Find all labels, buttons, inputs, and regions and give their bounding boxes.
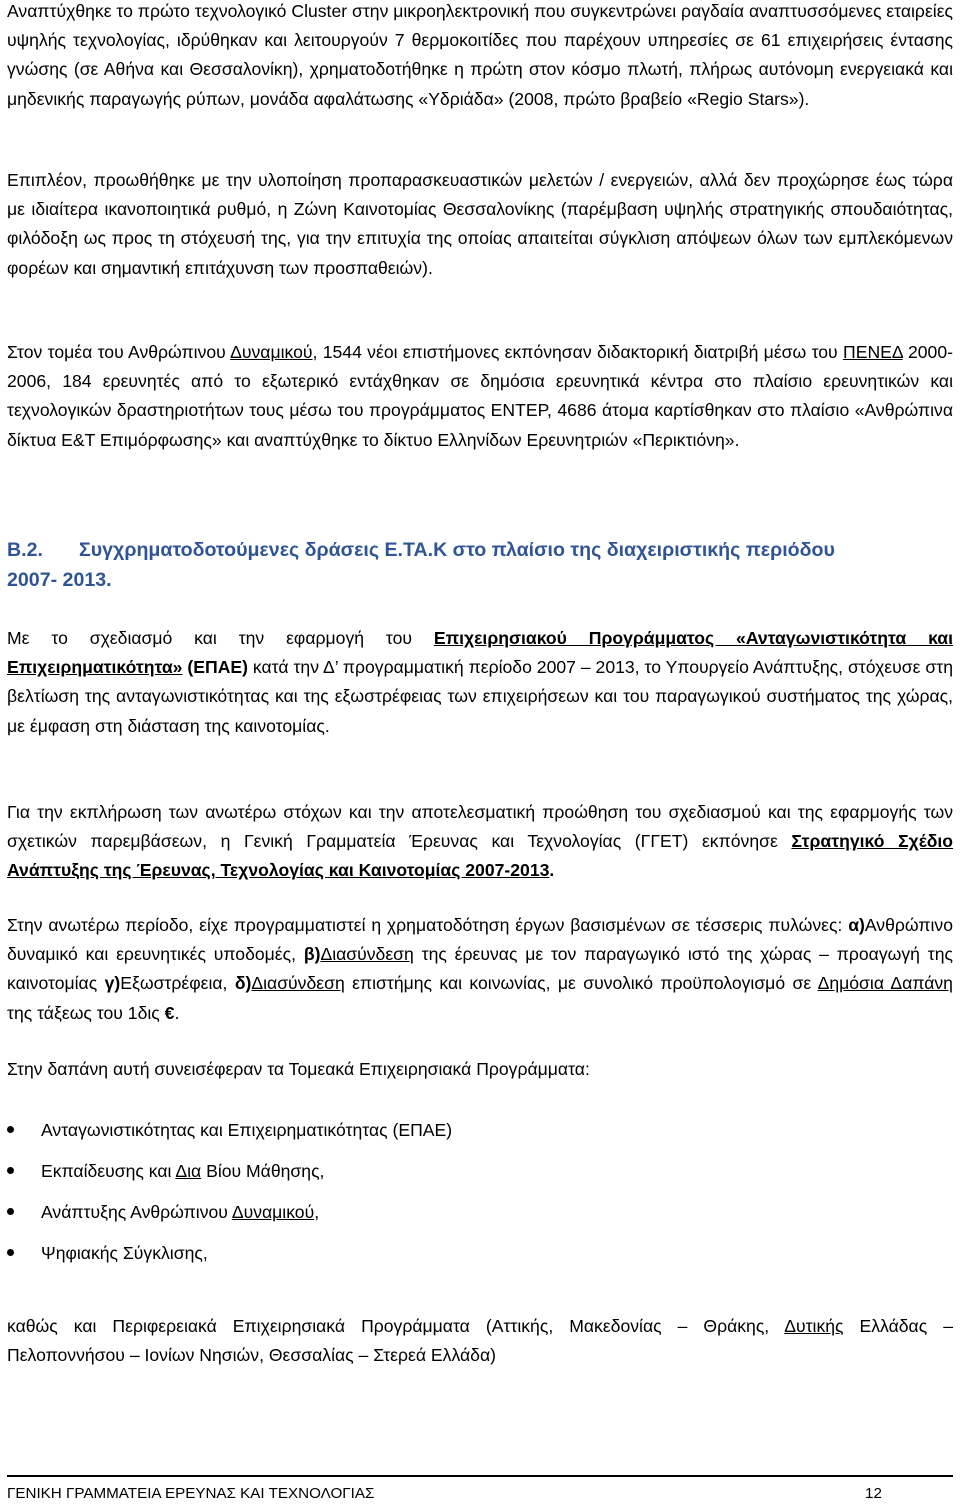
- p3-text-middle: , 1544 νέοι επιστήμονες εκπόνησαν διδακτορική διατριβή μέσω του: [312, 342, 843, 362]
- footer-page-number: 12: [865, 1485, 882, 1502]
- p5-text-before: Για την εκπλήρωση των ανωτέρω στόχων και την αποτελεσματική προώθηση του σχεδιασμού και της εφαρμογής των σχετικών παρεμβάσεων, η Γενική Γραμματεία Έρευνας και Τεχνολογίας (ΓΓΕΤ) εκπόνησε: [7, 802, 953, 852]
- p5-text-after: .: [549, 860, 555, 881]
- programs-list: [7, 1114, 953, 1278]
- p4-text-before: Με το σχεδιασμό και την εφαρμογή του: [7, 628, 434, 648]
- section-number: Β.2.: [7, 539, 43, 561]
- bullet-icon: [7, 1167, 14, 1174]
- paragraph-cluster: Αναπτύχθηκε το πρώτο τεχνολογικό Cluster στην μικροηλεκτρονική που συγκεντρώνει ραγδαία αναπτυσσόμενες εταιρείες υψηλής τεχνολογίας, ιδρύθηκαν και λειτουργούν 7 θερμοκοιτίδες που παρέχουν υπηρεσίες σε 61 επιχειρήσεις έντασης γνώσης (σε Αθήνα και Θεσσαλονίκη), χρηματοδοτήθηκε η πρώτη στον κόσμο πλωτή, πλήρως αυτόνομη ενεργειακά και μηδενικής παραγωγής ρύπων, μονάδα αφαλάτωσης «Υδριάδα» (2008, πρώτο βραβείο «Regio Stars»).: [7, 1, 954, 109]
- list-item-text: Εκπαίδευσης και Δια Βίου Μάθησης,: [41, 1161, 325, 1181]
- bullet-icon: [7, 1249, 14, 1256]
- bullet-icon: [7, 1208, 14, 1215]
- list-item: [7, 1237, 953, 1278]
- footer-divider: [7, 1475, 953, 1477]
- p3-text-after: 2000-2006, 184 ερευνητές από το εξωτερικό εντάχθηκαν σε δημόσια ερευνητικά κέντρα στο πλαίσιο ερευνητικών και τεχνολογικών δραστηριοτήτων τους μέσω του προγράμματος ΕΝΤΕΡ, 4686 άτομα καρτίσθηκαν στο πλαίσιο «Ανθρώπινα δίκτυα Ε&Τ Επιμόρφωσης» και αναπτύχθηκε το δίκτυο Ελληνίδων Ερευνητριών «Περικτιόνη».: [7, 342, 953, 450]
- p6-marker-d: δ): [234, 973, 252, 994]
- p6-s5: επιστήμης και κοινωνίας, με συνολικό προϋπολογισμό σε: [344, 973, 818, 994]
- p6-s3u: Διασύνδεση: [320, 944, 414, 965]
- paragraph-pillars: [7, 911, 953, 1028]
- paragraph-epae: [7, 624, 953, 741]
- p6-s5u: Διασύνδεση: [251, 973, 345, 994]
- p8-s2: Ελλάδας – Πελοποννήσου – Ιονίων Νησιών, Θεσσαλίας – Στερεά Ελλάδα): [7, 1316, 953, 1366]
- p4-program-abbr: (ΕΠΑΕ): [182, 657, 248, 678]
- list-item-text: Ανάπτυξης Ανθρώπινου Δυναμικού,: [41, 1202, 320, 1222]
- p6-s4: Εξωστρέφεια,: [120, 973, 235, 994]
- paragraph-innovation-zone: Επιπλέον, προωθήθηκε με την υλοποίηση προπαρασκευαστικών μελετών / ενεργειών, αλλά δεν προχώρησε έως τώρα με ιδιαίτερα ικανοποιητικά ρυθμό, η Ζώνη Καινοτομίας Θεσσαλονίκης (παρέμβαση υψηλής στρατηγικής σπουδαιότητας, φιλόδοξη ως προς τη στόχευσή της, για την επιτυχία της οποίας απαιτείται σύγκλιση απόψεων όλων των εμπλεκόμενων φορέων και σημαντική επιτάχυνση των προσπαθειών).: [7, 170, 953, 278]
- p6-s2: Ανθρώπινο δυναμικό και ερευνητικές υποδομές,: [7, 915, 953, 965]
- p6-euro: €: [164, 1002, 175, 1023]
- paragraph-human-resources: [7, 338, 953, 455]
- list-item: [7, 1155, 953, 1196]
- p3-underlined-dynamikou: Δυναμικού: [230, 342, 313, 362]
- p6-marker-c: γ): [104, 973, 121, 994]
- list-item-text: Ψηφιακής Σύγκλισης,: [41, 1243, 208, 1263]
- list-item-underlined: Δυναμικού: [231, 1202, 315, 1222]
- p3-underlined-pened: ΠΕΝΕΔ: [843, 342, 903, 362]
- p4-text-after: κατά την Δ’ προγραμματική περίοδο 2007 – 2013, το Υπουργείο Ανάπτυξης, στόχευσε στη βελτίωση της ανταγωνιστικότητας και της εξωστρέφειας των επιχειρήσεων και του παραγωγικού συστήματος της χώρας, με έμφαση στη διάσταση της καινοτομίας.: [7, 657, 953, 736]
- p6-s6u: Δημόσια Δαπάνη: [817, 973, 953, 994]
- p6-marker-a: α): [848, 915, 865, 935]
- section-title-end: 2007- 2013.: [7, 568, 112, 591]
- p5-strategic-plan-title: Στρατηγικό Σχέδιο Ανάπτυξης της Έρευνας, Τεχνολογίας και Καινοτομίας 2007-2013: [7, 831, 953, 881]
- list-item: [7, 1196, 953, 1237]
- footer-organization: ΓΕΝΙΚΗ ΓΡΑΜΜΑΤΕΙΑ ΕΡΕΥΝΑΣ ΚΑΙ ΤΕΧΝΟΛΟΓΙΑΣ: [7, 1485, 375, 1502]
- paragraph-programs-intro: Στην δαπάνη αυτή συνεισέφεραν τα Τομεακά Επιχειρησιακά Προγράμματα:: [7, 1059, 590, 1079]
- p6-s3: της έρευνας με τον παραγωγικό ιστό της χώρας – προαγωγή της καινοτομίας: [7, 944, 953, 994]
- paragraph-strategic-plan: [7, 798, 953, 886]
- p6-s6: της τάξεως του 1δις: [7, 1002, 165, 1023]
- section-title: Συγχρηματοδοτούμενες δράσεις Ε.ΤΑ.Κ στο πλαίσιο της διαχειριστικής περιόδου: [79, 539, 835, 561]
- p8-s1: καθώς και Περιφερειακά Επιχειρησιακά Προγράμματα (Αττικής, Μακεδονίας – Θράκης,: [7, 1316, 785, 1336]
- p6-marker-b: β): [303, 944, 321, 965]
- bullet-icon: [7, 1126, 14, 1133]
- p6-s1: Στην ανωτέρω περίοδο, είχε προγραμματιστεί η χρηματοδότηση έργων βασισμένων σε τέσσερις πυλώνες:: [7, 915, 849, 935]
- paragraph-regional-programs: [7, 1312, 953, 1370]
- list-item: [7, 1114, 953, 1155]
- p6-end: .: [174, 1002, 180, 1023]
- p3-text-before: Στον τομέα του Ανθρώπινου: [7, 342, 231, 362]
- p4-program-name: Επιχειρησιακού Προγράμματος «Ανταγωνιστικότητα και Επιχειρηματικότητα»: [7, 628, 954, 678]
- list-item-underlined: Δια: [175, 1161, 202, 1181]
- p8-s1u: Δυτικής: [784, 1316, 844, 1336]
- list-item-text: Ανταγωνιστικότητας και Επιχειρηματικότητας (ΕΠΑΕ): [41, 1120, 453, 1140]
- section-heading: [7, 536, 953, 595]
